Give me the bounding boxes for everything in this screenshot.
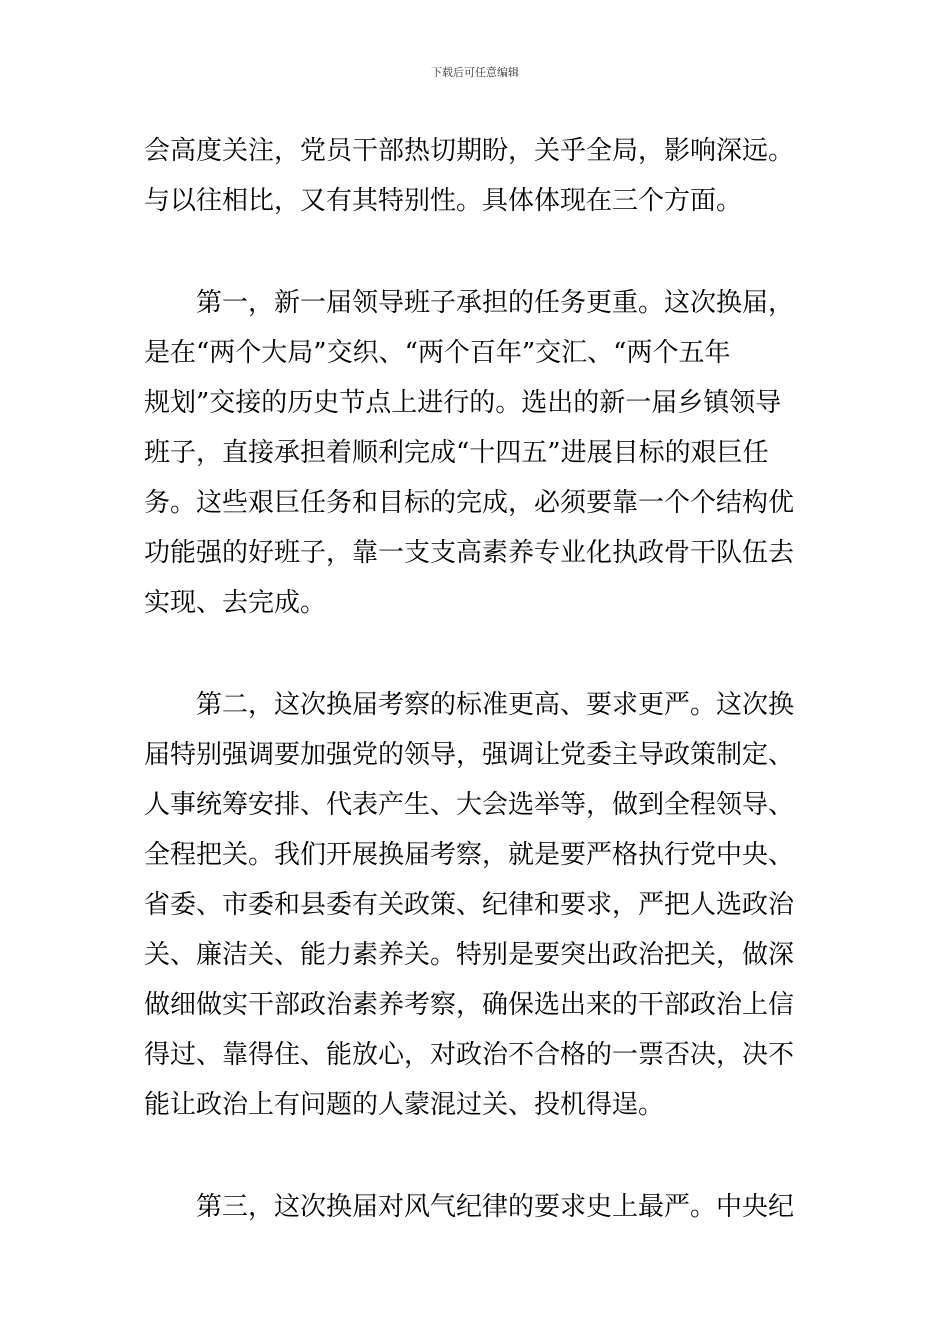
text-line: 功能强的好班子，靠一支支高素养专业化执政骨干队伍去 xyxy=(144,538,795,568)
page-header-note: 下载后可任意编辑 xyxy=(431,66,519,79)
text-line: 务。这些艰巨任务和目标的完成，必须要靠一个个结构优 xyxy=(144,488,795,518)
text-line: 得过、靠得住、能放心，对政治不合格的一票否决，决不 xyxy=(144,1040,795,1070)
paragraph-first-point xyxy=(144,278,808,628)
text-line: 会高度关注，党员干部热切期盼，关乎全局，影响深远。 xyxy=(144,136,795,166)
paragraph-spacing xyxy=(144,226,808,278)
text-line: 能让政治上有问题的人蒙混过关、投机得逞。 xyxy=(144,1090,665,1120)
text-line: 第二，这次换届考察的标准更高、要求更严。这次换 xyxy=(196,690,795,720)
text-line: 第三，这次换届对风气纪律的要求史上最严。中央纪 xyxy=(196,1192,795,1222)
text-line: 实现、去完成。 xyxy=(144,588,327,618)
text-line: 全程把关。我们开展换届考察，就是要严格执行党中央、 xyxy=(144,840,795,870)
paragraph-spacing xyxy=(144,1130,808,1182)
document-body xyxy=(144,126,808,1232)
paragraph-continuation xyxy=(144,126,808,226)
text-line: 省委、市委和县委有关政策、纪律和要求，严把人选政治 xyxy=(144,890,795,920)
text-line: 是在“两个大局”交织、“两个百年”交汇、“两个五年 xyxy=(144,338,731,368)
text-line: 规划”交接的历史节点上进行的。选出的新一届乡镇领导 xyxy=(144,388,782,418)
text-line: 与以往相比，又有其特别性。具体体现在三个方面。 xyxy=(144,186,743,216)
text-line: 第一，新一届领导班子承担的任务更重。这次换届， xyxy=(196,288,795,318)
text-line: 做细做实干部政治素养考察，确保选出来的干部政治上信 xyxy=(144,990,795,1020)
text-line: 人事统筹安排、代表产生、大会选举等，做到全程领导、 xyxy=(144,790,795,820)
text-line: 关、廉洁关、能力素养关。特别是要突出政治把关，做深 xyxy=(144,940,795,970)
text-line: 班子，直接承担着顺利完成“十四五”进展目标的艰巨任 xyxy=(144,438,769,468)
paragraph-third-point xyxy=(144,1182,808,1232)
text-line: 届特别强调要加强党的领导，强调让党委主导政策制定、 xyxy=(144,740,795,770)
paragraph-second-point xyxy=(144,680,808,1130)
paragraph-spacing xyxy=(144,628,808,680)
